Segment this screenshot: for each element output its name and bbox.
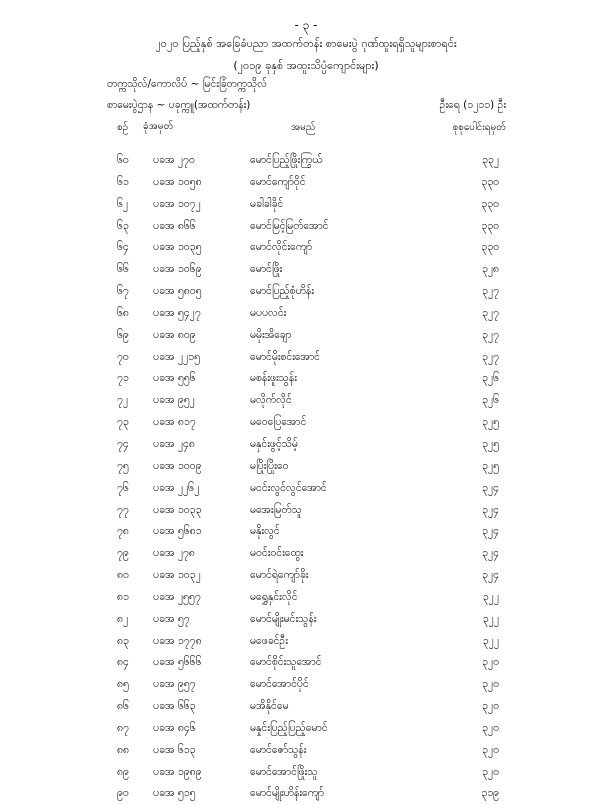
row-reg-number: ပခအ ၈၄၆ [153,721,196,734]
exam-center-line: စာမေးပွဲဌာန ~ ပခုက္ကူ(အထက်တန်း) [107,99,251,111]
row-reg-number: ပခအ ၆၆၃ [153,700,196,713]
document-title: ၂၀၂၀ ပြည့်နှစ် အခြေခံပညာ အထက်တန်း စာမေးပွဲ ဂုဏ်ထူးရရှိသူများစာရင်း [155,37,457,50]
row-number: ၆၇ [117,285,129,298]
row-number: ၇၁ [117,372,129,385]
table-row [0,347,612,369]
row-name: မလိုက်လိုင် [250,394,292,407]
table-row [0,281,612,303]
row-name: မဝင်းဝင်းထွေး [250,547,304,560]
row-name: မနှုင်းပြည့်ပြည့်မောင် [250,721,328,734]
row-number: ၆၄ [117,241,129,254]
row-marks: ၃၃၀ [481,197,499,210]
column-header-name: အမည် [291,122,316,133]
row-number: ၈၃ [117,634,129,647]
table-row [0,521,612,543]
row-name: မမိုးအိချော [250,328,292,341]
row-number: ၇၉ [117,547,129,560]
table-row [0,150,612,172]
table-row [0,456,612,478]
row-number: ၈၀ [117,569,129,582]
row-reg-number: ပခအ ၂၇၀ [153,154,195,166]
row-number: ၈၅ [117,678,129,691]
row-name: မောင်လိုင်းကျော် [250,241,313,254]
row-number: ၆၉ [117,328,129,341]
row-number: ၇၆ [117,481,129,494]
row-number: ၈၁ [117,590,129,603]
document-subtitle: (၂၀၁၉ ခုနှစ် အထူးသိပ္ပံကျောင်းများ) [233,59,379,72]
row-name: မငင်းလွင်လွင်အောင် [250,481,327,494]
row-reg-number: ပခအ ၈၆၆ [153,219,196,232]
table-row [0,390,612,412]
row-marks: ၃၃၀ [481,175,499,188]
row-number: ၆၃ [117,219,129,232]
row-reg-number: ပခအ ၂၂၁၅ [153,350,200,363]
row-name: မခါခါခိုင် [250,197,284,210]
table-row [0,172,612,194]
table-row [0,500,612,522]
row-reg-number: ပခအ ၂၅၅၇ [153,590,201,603]
row-marks: ၃၃၀ [481,219,499,232]
row-name: မနိုးလွင် [250,525,280,538]
table-row [0,259,612,281]
row-number: ၈၇ [117,721,129,734]
row-name: မောင်မြင့်မြတ်အောင် [250,219,329,232]
row-marks: ၃၃၀ [481,241,499,254]
row-marks: ၃၂၇ [482,328,499,341]
row-marks: ၃၂၆ [482,394,499,407]
table-row [0,434,612,456]
row-number: ၇၄ [117,437,129,450]
row-number: ၇၈ [117,525,129,538]
table-row [0,783,612,805]
row-marks: ၃၂၂ [482,634,499,647]
row-number: ၈၄ [117,656,129,669]
table-row [0,718,612,740]
row-marks: ၃၃၂ [482,154,499,166]
row-marks: ၃၂၄ [482,481,499,494]
row-reg-number: ပခအ ၁၀၆၉ [153,263,202,276]
page-number: - ၃ - [294,18,318,32]
table-row [0,696,612,718]
row-number: ၇၅ [117,459,129,472]
table-row [0,674,612,696]
row-reg-number: ပခအ ၅၄၂၇ [153,306,201,319]
row-reg-number: ပခအ ၂၄၈ [153,437,195,450]
row-name: မဝေပြေအောင် [250,416,307,429]
row-number: ၈၉ [117,765,129,778]
table-row [0,740,612,762]
table-row [0,762,612,784]
row-marks: ၃၂၂ [482,590,499,603]
row-marks: ၃၁၉ [481,787,499,800]
row-marks: ၃၂၇ [482,306,499,319]
row-number: ၇၂ [117,394,129,407]
row-reg-number: ပခအ ၁၀၀၉ [153,459,202,472]
table-row [0,303,612,325]
table-row [0,368,612,390]
row-number: ၈၈ [117,743,129,756]
table-row [0,237,612,259]
row-name: မောင်မျိုးဟိန်းကျော် [250,787,325,800]
university-line: တက္ကသိုလ်/ကောလိပ် ~ မြင်းခြံတက္ကသိုလ် [107,78,268,90]
row-number: ၆၆ [117,263,129,276]
row-marks: ၃၂၄ [482,525,499,538]
row-number: ၇၀ [117,350,129,363]
row-marks: ၃၂၇ [482,285,499,298]
row-name: မောင်အောင်ဖြိုးသူ [250,765,318,778]
column-header-no: စဉ် [117,122,129,133]
table-row [0,216,612,238]
row-number: ၈၆ [117,700,129,713]
row-reg-number: ပခအ ၁၇၇၈ [153,634,202,647]
table-row [0,194,612,216]
row-reg-number: ပခအ ၁၀၃၅ [153,241,202,254]
row-reg-number: ပခအ ၅၆၆၆ [153,656,202,669]
row-marks: ၃၂၀ [482,700,499,713]
table-row [0,565,612,587]
row-reg-number: ပခအ ၁၀၅၈ [153,175,202,188]
column-header-marks: စုစုပေါင်းရမှတ် [452,122,506,133]
row-marks: ၃၂၄ [482,547,499,560]
row-marks: ၃၂၅ [482,459,499,472]
row-name: မပပလင်း [250,306,287,319]
row-marks: ၃၂၆ [482,372,499,385]
row-name: မောင်ပြည့်စုံဟိန်း [250,285,315,298]
table-row [0,587,612,609]
row-name: မောင်ရဲကျော်ခိုး [250,569,309,582]
row-marks: ၃၂၈ [481,263,499,276]
count-line: ဦးရေ (၁၂၁၁) ဦး [439,99,506,111]
row-reg-number: ပခအ ၅၇ [153,612,190,625]
row-reg-number: ပခအ ၅၁၅ [153,787,196,800]
row-name: မအေးမြတ်သူ [250,503,302,516]
table-row [0,631,612,653]
row-number: ၈၂ [117,612,129,625]
row-reg-number: ပခအ ၁၉၈၉ [153,765,202,778]
row-marks: ၃၂၅ [482,437,499,450]
row-name: မောင်အောင်ပိုင် [250,678,309,691]
row-marks: ၃၂၀ [482,678,499,691]
table-row [0,412,612,434]
row-reg-number: ပခအ ၉၅၂ [153,394,195,407]
table-row [0,478,612,500]
row-name: မောင်ကျော်ဝိုင် [250,175,306,188]
results-table [0,150,612,805]
row-marks: ၃၂၀ [482,743,499,756]
row-number: ၆၀ [117,154,129,166]
row-name: မနှင်းဖွင့်သိမ့် [250,437,298,450]
row-number: ၇၃ [117,416,129,429]
row-reg-number: ပခအ ၂၇၈ [153,547,195,560]
row-reg-number: ပခအ ၉၅၇ [153,678,196,691]
table-row [0,325,612,347]
row-marks: ၃၂၀ [482,765,499,778]
row-reg-number: ပခအ ၁၀၃၂ [153,569,201,582]
row-reg-number: ပခအ ၂၂၆၂ [153,481,200,494]
column-header-reg: ခုံအမှတ် [143,121,174,132]
row-marks: ၃၂၇ [482,350,499,363]
row-number: ၆၁ [117,175,129,188]
row-marks: ၃၂၄ [482,569,499,582]
row-number: ၇၇ [117,503,129,516]
row-name: မဖေခင်ဦး [250,634,288,647]
row-number: ၉၀ [117,787,129,800]
row-reg-number: ပခအ ၁၀၃၃ [153,503,202,516]
row-reg-number: ပခအ ၅၅၆ [153,372,196,385]
row-name: မောင်စိုင်းသူအောင် [250,656,322,669]
row-name: မောင်ဖြိုး [250,263,283,276]
row-marks: ၃၂၂ [482,612,499,625]
table-row [0,652,612,674]
row-reg-number: ပခအ ၁၀၇၂ [153,197,201,210]
row-marks: ၃၂၄ [482,503,499,516]
row-name: မောင်ပြည့်ဖြိုးကြွယ် [250,154,323,166]
row-number: ၆၂ [117,197,129,210]
row-name: မောင်ဇော်သွန်း [250,743,307,756]
table-row [0,543,612,565]
table-row [0,609,612,631]
row-name: မောင်မျိုးမင်းသွန်း [250,612,317,625]
row-name: မပြိုးပြိုးဝေ [250,459,289,472]
row-reg-number: ပခအ ၆၁၃ [153,743,196,756]
row-marks: ၃၂၅ [482,416,499,429]
row-name: မအိနိုင်မေ [250,700,289,713]
row-name: မရွှေနှင်းလိုင် [250,590,298,603]
row-name: မစန်းဖူးသွန်း [250,372,297,385]
row-number: ၆၈ [117,306,129,319]
row-reg-number: ပခအ ၅၆၈၁ [153,525,202,538]
row-name: မောင်မိုးစင်းအောင် [250,350,320,363]
row-marks: ၃၂၀ [482,721,499,734]
row-reg-number: ပခအ ၅၈၀၅ [153,285,202,298]
row-reg-number: ပခအ ၈၁၇ [153,416,196,429]
row-reg-number: ပခအ ၈၀၉ [153,328,196,341]
row-marks: ၃၂၀ [482,656,499,669]
